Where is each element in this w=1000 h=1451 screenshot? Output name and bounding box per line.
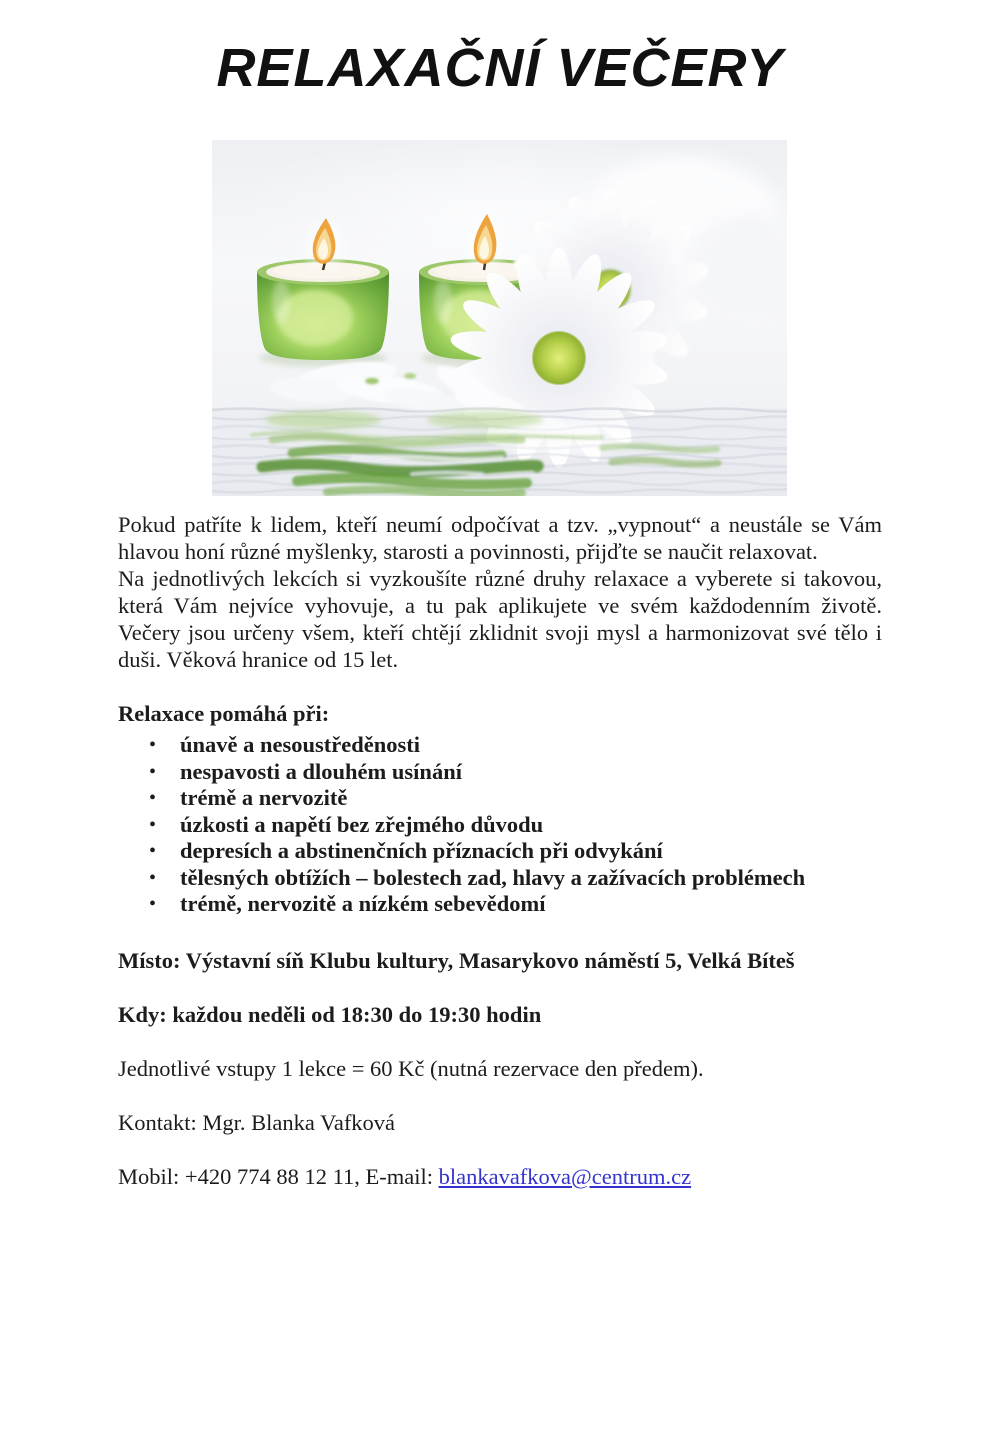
bullet-icon: • [149,866,157,889]
benefit-text: trémě, nervozitě a nízkém sebevědomí [180,891,546,916]
bullet-icon: • [149,734,157,756]
benefit-item [118,812,882,839]
benefit-text: tělesných obtížích – bolestech zad, hlavy a zažívacích problémech [180,864,806,890]
bullet-icon: • [149,760,157,783]
benefits-list [118,732,882,918]
benefit-item [118,891,882,918]
benefit-text: nespavosti a dlouhém usínání [180,758,462,784]
flyer-page [0,36,1000,1451]
mobile-line [118,1163,882,1190]
bullet-icon: • [149,893,157,915]
benefits-heading: Relaxace pomáhá při: [118,701,330,726]
benefit-text: trémě a nervozitě [180,785,348,810]
benefit-item [118,785,882,812]
bullet-icon: • [149,840,157,862]
page-title: RELAXAČNÍ VEČERY [216,38,784,98]
location-line: Místo: Výstavní síň Klubu kultury, Masarykovo náměstí 5, Velká Bíteš [118,947,795,973]
bullet-icon: • [149,813,157,836]
benefit-text: úzkosti a napětí bez zřejmého důvodu [180,811,544,837]
benefit-item [118,759,882,786]
benefit-text: únavě a nesoustředěnosti [180,732,421,757]
benefit-item [118,732,882,759]
candles-daisies-photo [212,140,787,496]
spa-photo-illustration [212,140,787,496]
benefit-text: depresích a abstinenčních příznacích při odvykání [180,838,663,863]
benefit-item [118,865,882,892]
schedule-line: Kdy: každou neděli od 18:30 do 19:30 hodin [118,1001,542,1027]
mobile-email-prefix: Mobil: +420 774 88 12 11, E-mail: [118,1163,439,1189]
intro-paragraph-2: Na jednotlivých lekcích si vyzkoušíte různé druhy relaxace a vyberete si takovou, která Vám nejvíce vyhovuje, a tu pak aplikujete ve svém každodenním životě. Večery jsou určeny všem, kteří chtějí zklidnit svoji mysl a harmonizovat své tělo i duši. Věková hranice od 15 let. [118,566,882,672]
contact-line: Kontakt: Mgr. Blanka Vafková [118,1109,396,1135]
email-link[interactable]: blankavafkova@centrum.cz [438,1163,692,1189]
flyer-content [118,511,882,1190]
bullet-icon: • [149,787,157,809]
benefit-item [118,838,882,865]
intro-paragraph-1: Pokud patříte k lidem, kteří neumí odpočívat a tzv. „vypnout“ a neustále se Vám hlavou honí různé myšlenky, starosti a povinnosti, přijďte se naučit relaxovat. [118,512,882,564]
price-line: Jednotlivé vstupy 1 lekce = 60 Kč (nutná rezervace den předem). [118,1055,704,1081]
